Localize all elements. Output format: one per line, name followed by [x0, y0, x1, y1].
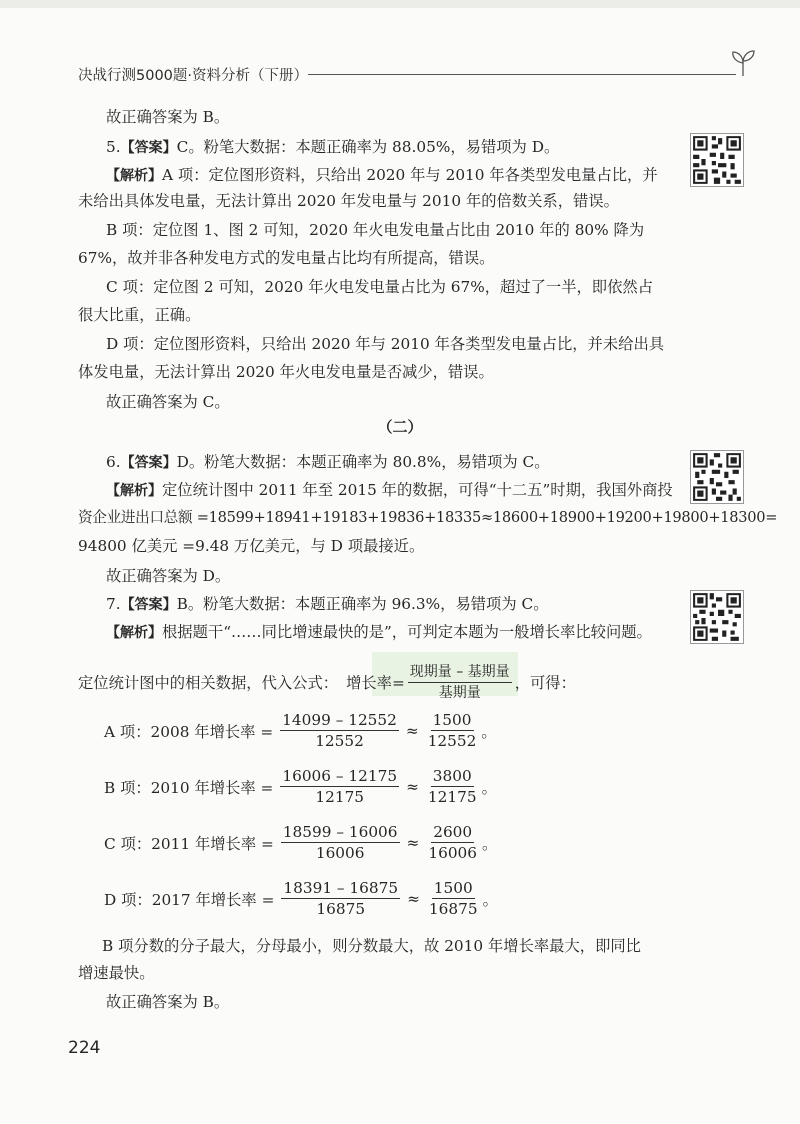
q5-explanation-b1: B 项：定位图 1、图 2 可知，2020 年火电发电量占比由 2010 年的 80% 降为 [106, 221, 645, 239]
header-title: 决战行测5000题·资料分析（下册） [78, 68, 309, 84]
calc-a-num2: 1500 [432, 711, 472, 729]
q5-answer-label: 【答案】 [120, 140, 177, 156]
page-number: 224 [68, 1038, 101, 1058]
calc-line-c [104, 822, 497, 863]
calc-c-end: 。 [482, 834, 498, 853]
calc-a-num1: 14099 – 12552 [282, 711, 397, 729]
calc-d-label: D 项：2017 年增长率 = [104, 890, 275, 909]
q5-answer-text: C。粉笔大数据：本题正确率为 88.05%，易错项为 D。 [176, 138, 560, 156]
q5-explanation-d1: D 项：定位图形资料，只给出 2020 年与 2010 年各类型发电量占比，并未给出具 [106, 335, 665, 353]
q4-answer-line: 故正确答案为 B。 [106, 108, 230, 126]
q5-explanation-label: 【解析】 [106, 168, 162, 184]
q6-answer-label: 【答案】 [120, 455, 177, 471]
qr-code-pattern-icon [691, 591, 743, 643]
section-heading: （二） [377, 418, 423, 436]
q7-answer-line [106, 592, 662, 617]
calc-line-b [104, 766, 497, 807]
q6-explanation-label: 【解析】 [106, 483, 162, 499]
calc-b-den1: 12175 [315, 788, 365, 806]
q6-final-answer: 故正确答案为 D。 [106, 567, 231, 585]
calc-a-frac2 [426, 710, 479, 751]
q5-explanation-a1 [106, 163, 662, 188]
qr-code-pattern-icon [691, 134, 743, 186]
calc-d-frac1 [281, 878, 400, 919]
qr-code-icon[interactable] [690, 450, 744, 504]
calc-c-frac1 [281, 822, 400, 863]
calc-a-end: 。 [481, 722, 497, 741]
q5-explanation-c1: C 项：定位图 2 可知，2020 年火电发电量占比为 67%，超过了一半，即依然占 [106, 278, 653, 296]
q7-answer-text: B。粉笔大数据：本题正确率为 96.3%，易错项为 C。 [176, 595, 549, 613]
q6-explanation-3: 94800 亿美元 =9.48 万亿美元，与 D 项最接近。 [78, 537, 425, 555]
calc-d-den1: 16875 [316, 900, 366, 918]
q7-formula-line [78, 662, 678, 703]
calc-c-den2: 16006 [428, 844, 478, 862]
q7-answer-label: 【答案】 [120, 597, 177, 613]
q6-explanation-1-text: 定位统计图中 2011 年至 2015 年的数据，可得“十二五”时期，我国外商投 [162, 481, 673, 499]
calc-d-num2: 1500 [433, 879, 473, 897]
formula-lhs: 增长率= [346, 673, 405, 692]
calc-b-frac2 [426, 766, 479, 807]
sprout-icon [726, 46, 760, 80]
formula-intro: 定位统计图中的相关数据，代入公式： [78, 673, 339, 692]
formula-numerator: 现期量 – 基期量 [408, 662, 512, 683]
running-header [78, 58, 760, 88]
q7-explanation-1-text: 根据题干“……同比增速最快的是”，可判定本题为一般增长率比较问题。 [162, 623, 652, 641]
q5-explanation-a1-text: A 项：定位图形资料，只给出 2020 年与 2010 年各类型发电量占比，并 [162, 166, 658, 184]
q7-final-answer: 故正确答案为 B。 [106, 993, 230, 1011]
calc-a-den1: 12552 [315, 732, 364, 750]
calc-a-label: A 项：2008 年增长率 = [104, 722, 274, 741]
calc-c-num2: 2600 [433, 823, 473, 841]
q7-number: 7. [106, 595, 121, 613]
calc-c-num1: 18599 – 16006 [282, 823, 398, 841]
calc-d-end: 。 [482, 890, 498, 909]
q5-explanation-c2: 很大比重，正确。 [78, 306, 201, 324]
q7-explanation-label: 【解析】 [106, 625, 162, 641]
q5-explanation-b2: 67%，故并非各种发电方式的发电量占比均有所提高，错误。 [78, 249, 495, 267]
calc-b-num1: 16006 – 12175 [282, 767, 398, 785]
calc-a-den2: 12552 [427, 732, 477, 750]
calc-d-frac2 [427, 878, 480, 919]
q7-conclusion-2: 增速最快。 [78, 964, 155, 982]
qr-code-pattern-icon [691, 451, 743, 503]
qr-code-icon[interactable] [690, 133, 744, 187]
q6-explanation-2: 资企业进出口总额 =18599+18941+19183+19836+18335≈18600+18900+19200+19800+18300= [78, 509, 778, 526]
q6-number: 6. [106, 453, 121, 471]
q7-conclusion-1: B 项分数的分子最大，分母最小，则分数最大，故 2010 年增长率最大，即同比 [102, 937, 641, 955]
calc-a-frac1 [280, 710, 399, 751]
q6-answer-text: D。粉笔大数据：本题正确率为 80.8%，易错项为 C。 [176, 453, 550, 471]
calc-line-a [104, 710, 497, 751]
approx-sign: ≈ [406, 833, 420, 852]
calc-b-label: B 项：2010 年增长率 = [104, 778, 274, 797]
calc-c-label: C 项：2011 年增长率 = [104, 834, 274, 853]
calc-c-den1: 16006 [315, 844, 365, 862]
calc-b-den2: 12175 [427, 788, 477, 806]
q6-explanation-1 [106, 478, 673, 503]
formula-outro: ，可得： [514, 673, 576, 692]
q5-explanation-a2: 未给出具体发电量，无法计算出 2020 年发电量与 2010 年的倍数关系，错误。 [78, 192, 619, 210]
formula-fraction [408, 662, 512, 703]
calc-d-den2: 16875 [428, 900, 478, 918]
q5-number: 5. [106, 138, 121, 156]
calc-b-frac1 [280, 766, 399, 807]
header-rule [308, 74, 736, 75]
approx-sign: ≈ [407, 889, 420, 908]
calc-line-d [104, 878, 498, 919]
formula-denominator: 基期量 [438, 685, 481, 701]
page-top-edge [0, 0, 800, 8]
q5-final-answer: 故正确答案为 C。 [106, 393, 230, 411]
calc-b-end: 。 [481, 778, 497, 797]
q6-answer-line [106, 450, 662, 475]
q5-explanation-d2: 体发电量，无法计算出 2020 年火电发电量是否减少，错误。 [78, 363, 494, 381]
q5-answer-line [106, 135, 662, 160]
q7-explanation-1 [106, 620, 662, 645]
approx-sign: ≈ [406, 777, 419, 796]
calc-b-num2: 3800 [432, 767, 472, 785]
approx-sign: ≈ [405, 721, 419, 740]
qr-code-icon[interactable] [690, 590, 744, 644]
calc-d-num1: 18391 – 16875 [283, 879, 399, 897]
calc-c-frac2 [426, 822, 479, 863]
